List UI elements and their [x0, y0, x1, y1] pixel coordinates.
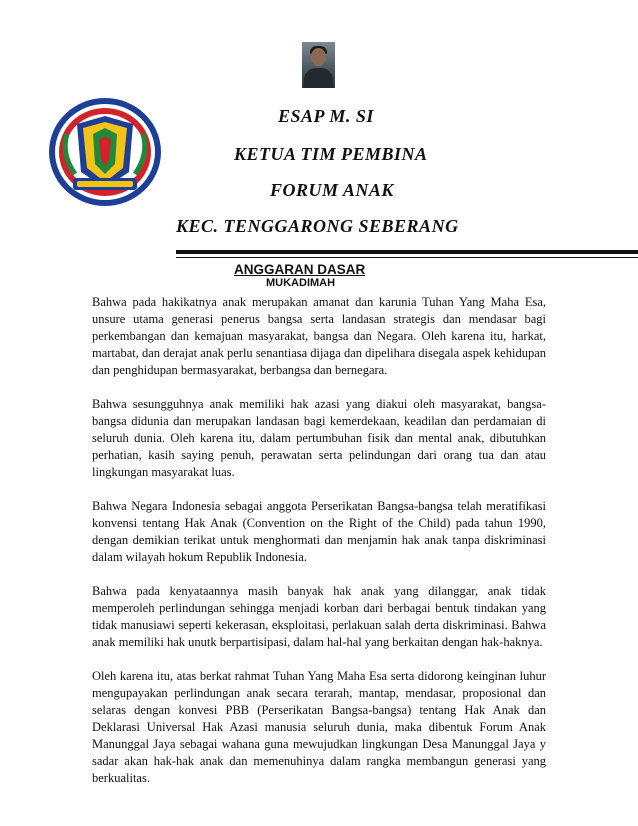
paragraph-5: Oleh karena itu, atas berkat rahmat Tuhan Yang Maha Esa serta didorong keinginan luhur mengupayakan perlindungan anak secara terarah, mantap, mendasar, proposional dan selaras dengan konvesi PBB (Perserikatan Bangsa-bangsa) tentang Hak Anak dan Deklarasi Universal Hak Azasi manusia seluruh dunia, maka dibentuk Forum Anak Manunggal Jaya sebagai wahana guna mewujudkan lingkungan Desa Manunggal Jaya y sadar akan hak-hak anak dan memenuhinya dalam rangka membangun generasi yang berkualitas. [92, 669, 546, 785]
header-position: KETUA TIM PEMBINA [234, 144, 428, 164]
paragraph-4: Bahwa pada kenyataannya masih banyak hak anak yang dilanggar, anak tidak memperoleh perlindungan sehingga menjadi korban dari berbagai bentuk tindakan yang tidak manusiawi seperti kekerasan, eksploitasi, perlakuan salah derta diskriminasi. Bahwa anak memiliki hak unutk berpartisipasi, dalam hal-hal yang berkaitan dengan hak-haknya. [92, 584, 546, 649]
document-subtitle: MUKADIMAH [266, 277, 336, 289]
portrait-head [311, 48, 326, 66]
paragraph-3: Bahwa Negara Indonesia sebagai anggota Perserikatan Bangsa-bangsa telah meratifikasi konvensi tentang Hak Anak (Convention on the Right of the Child) pada tahun 1990, dengan demikian terikat untuk menghormati dan menjamin hak anak tanpa diskriminasi dalam wilayah hokum Republik Indonesia. [92, 499, 546, 564]
portrait-body [304, 68, 333, 88]
header-name: ESAP M. SI [278, 106, 374, 126]
document-title: ANGGARAN DASAR [234, 262, 366, 277]
regional-emblem-icon [45, 94, 165, 210]
document-body [92, 294, 546, 804]
paragraph-1: Bahwa pada hakikatnya anak merupakan amanat dan karunia Tuhan Yang Maha Esa, unsure utama generasi penerus bangsa serta landasan strategis dan mendasar bagi perkembangan dan kemajuan masyarakat, bangsa dan Negara. Oleh karena itu, harkat, martabat, dan derajat anak perlu senantiasa dijaga dan dipelihara disegala aspek kehidupan dan penghidupan bermasyarakat, berbangsa dan bernegara. [92, 295, 546, 377]
header-divider-thick [176, 250, 638, 254]
header-organization: FORUM ANAK [270, 180, 394, 200]
portrait-photo [302, 42, 335, 88]
header-district: KEC. TENGGARONG SEBERANG [176, 216, 459, 236]
header-divider-thin [176, 257, 638, 258]
paragraph-2: Bahwa sesungguhnya anak memiliki hak azasi yang diakui oleh masyarakat, bangsa-bangsa didunia dan merupakan landasan bagi kemerdekaan, keadilan dan perdamaian di seluruh dunia. Oleh karena itu, dalam pertumbuhan fisik dan mental anak, dibutuhkan perhatian, kasih saying penuh, perawatan serta pelindungan dari orang tua dan atau lingkungan masyarakat luas. [92, 397, 546, 479]
